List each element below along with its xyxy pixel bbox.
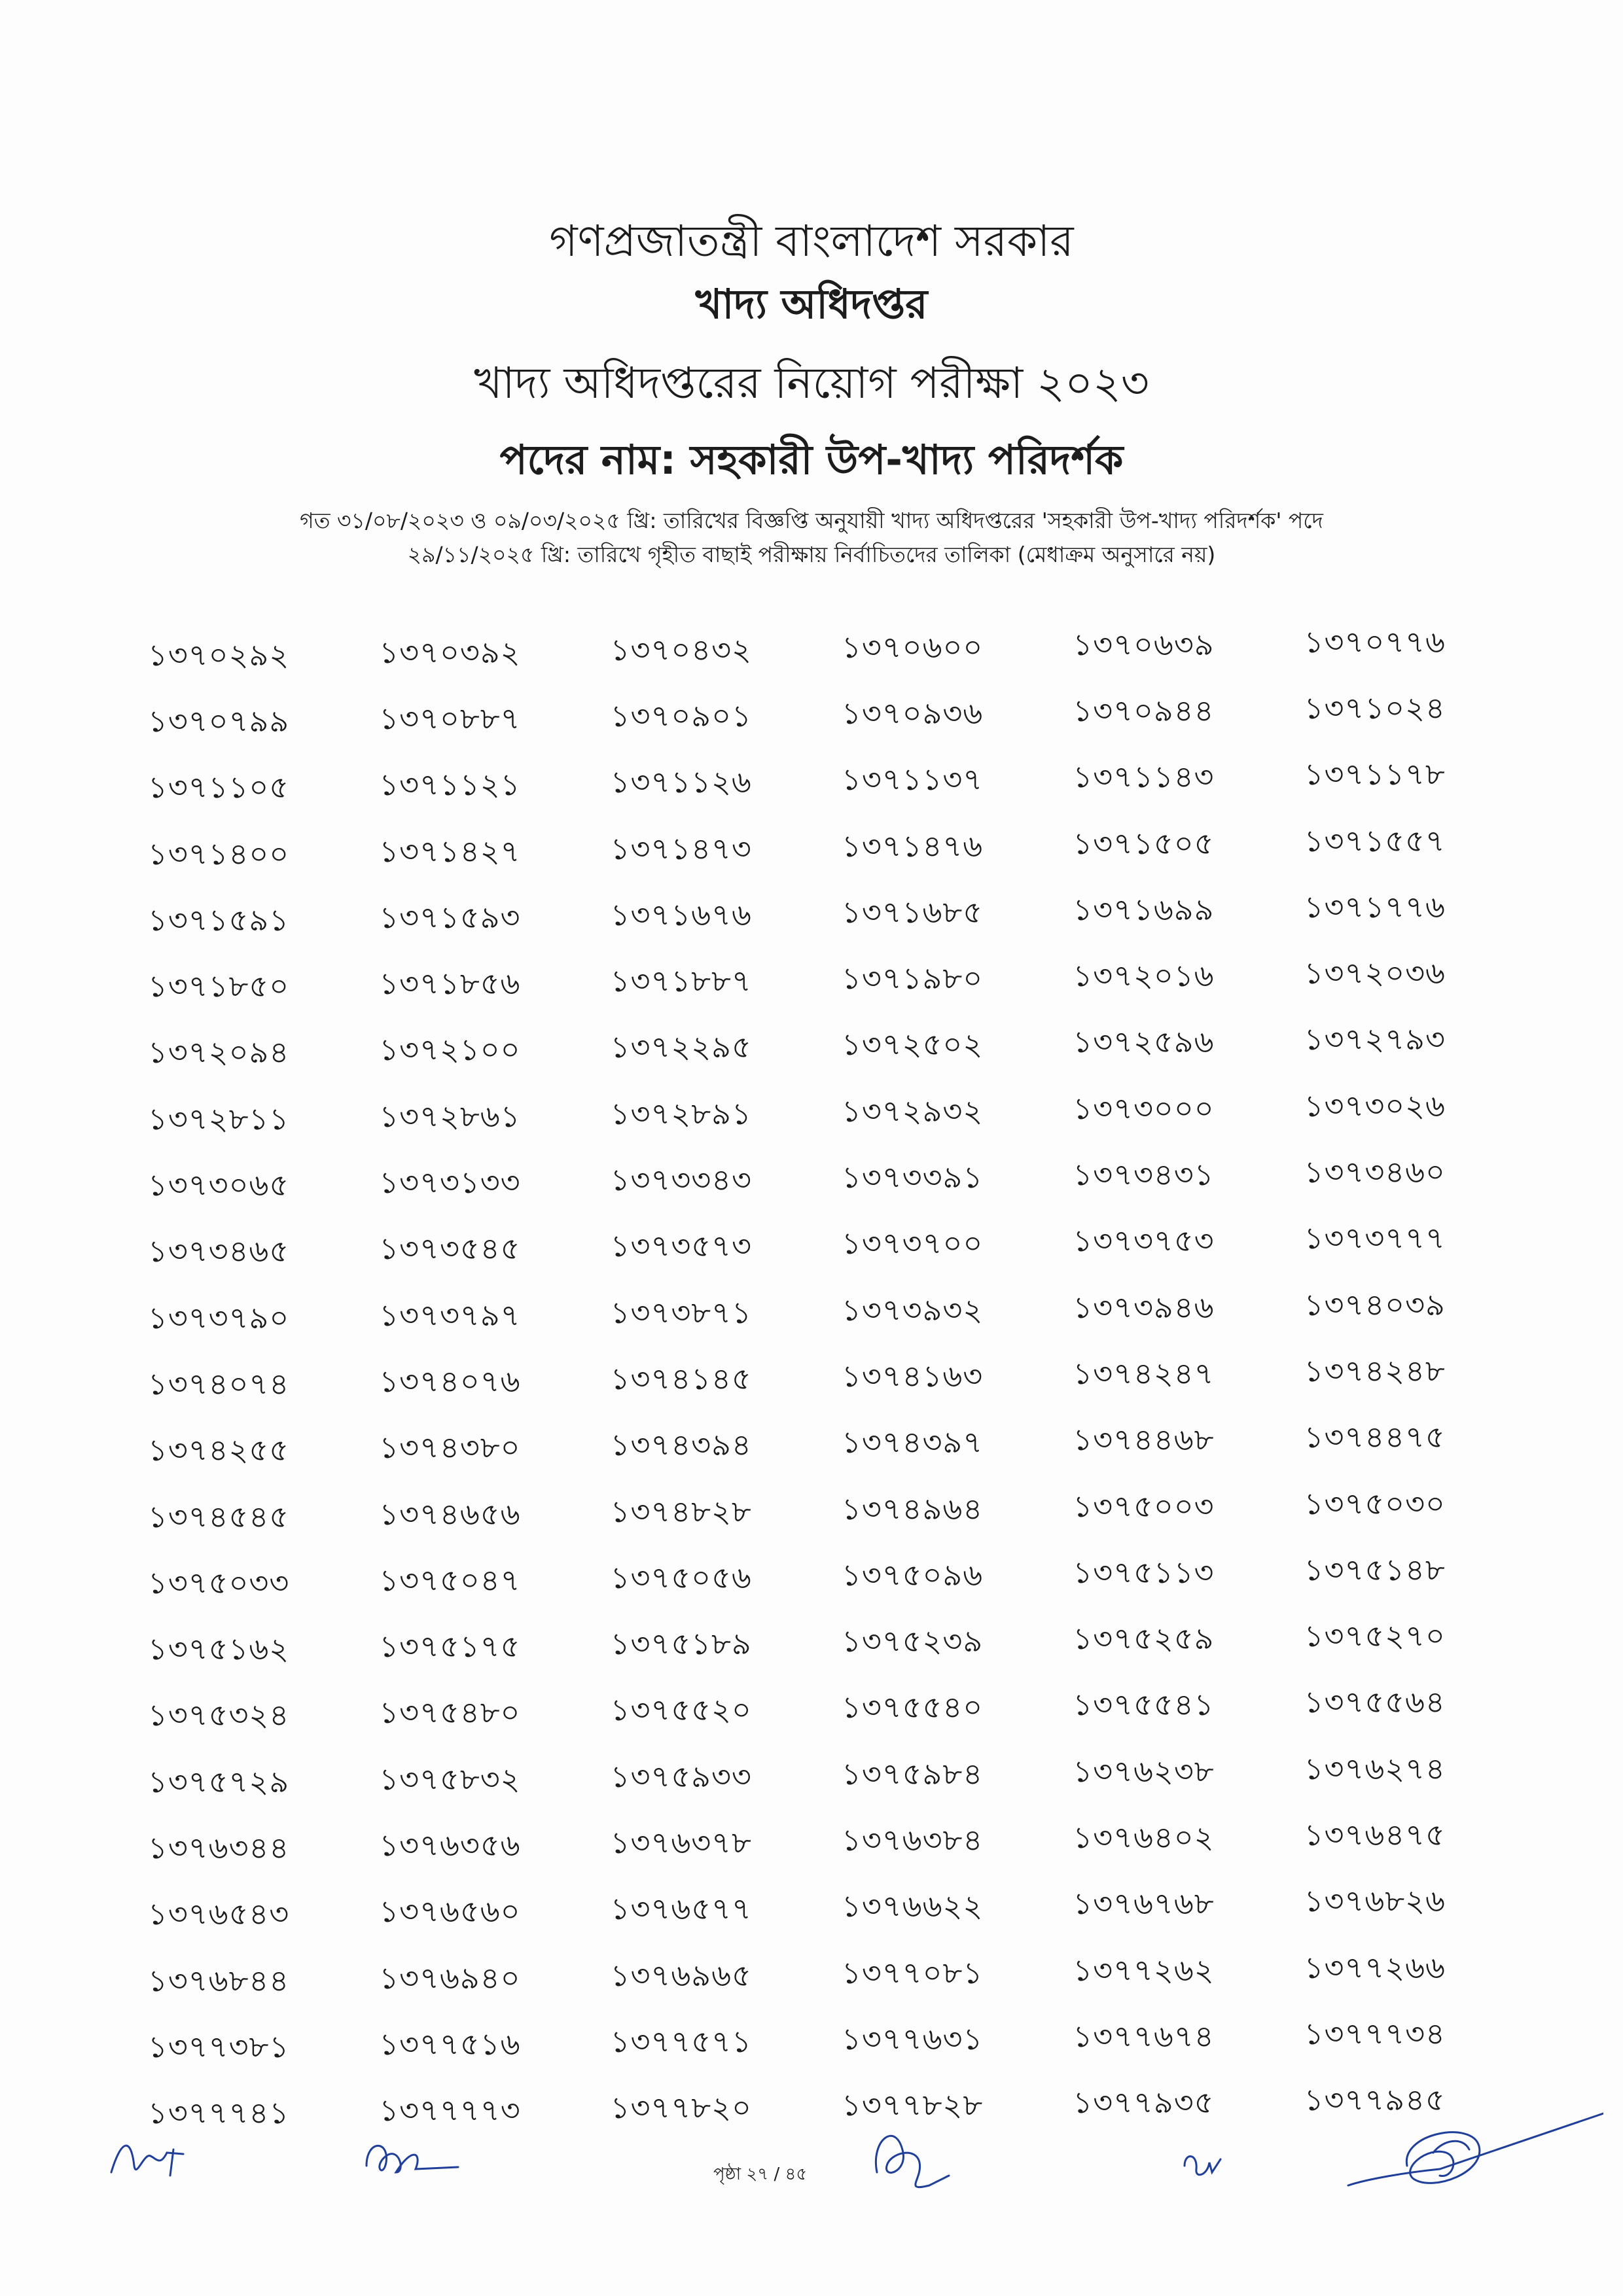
roll-row [124,1082,1512,1148]
roll-number: ১৩৭৬৬২২ [842,1888,984,1924]
roll-row [124,949,1512,1015]
roll-number: ১৩৭৫৪৮০ [379,1695,521,1731]
post-title: পদের নাম: সহকারী উপ-খাদ্য পরিদর্শক [499,436,1124,484]
roll-number: ১৩৭৬৯৬৫ [610,1957,752,1993]
roll-number: ১৩৭১১২৬ [610,764,752,800]
roll-number: ১৩৭৫৮৩২ [379,1761,521,1797]
roll-number: ১৩৭৬৮২৬ [1304,1883,1446,1919]
signature-2 [360,2127,465,2192]
roll-number: ১৩৭৩৭৯০ [148,1299,290,1335]
roll-number: ১৩৭১৮৮৭ [610,963,752,999]
roll-number: ১৩৭০৪৩২ [610,631,752,667]
roll-number: ১৩৭৩১৩৩ [379,1165,521,1201]
roll-row [124,1214,1512,1280]
roll-number: ১৩৭০৯৪৪ [1073,692,1215,728]
roll-number: ১৩৭৩৫৪৫ [379,1231,521,1267]
roll-row [124,1678,1512,1744]
roll-number: ১৩৭০৩৯২ [379,634,521,670]
roll-number: ১৩৭৫০৩৩ [148,1564,290,1600]
roll-number: ১৩৭২০১৬ [1073,958,1215,994]
roll-number: ১৩৭৫১৪৮ [1304,1551,1446,1587]
roll-number: ১৩৭৫১৮৯ [610,1626,752,1662]
roll-number: ১৩৭৪০৭৪ [148,1366,290,1402]
roll-number: ১৩৭৫০৫৬ [610,1559,752,1595]
roll-number: ১৩৭০৯৩৬ [842,695,984,731]
roll-number: ১৩৭১৪৭৩ [610,830,752,866]
roll-number: ১৩৭৪৫৪৫ [148,1498,290,1534]
roll-number: ১৩৭১৭৭৬ [1304,889,1446,925]
roll-number: ১৩৭৬৩৫৬ [379,1827,521,1863]
roll-row [124,1810,1512,1877]
roll-number: ১৩৭৩৪৬০ [1304,1154,1446,1190]
roll-number: ১৩৭০৬৩৯ [1073,626,1215,662]
roll-number: ১৩৭১৬৭৬ [610,896,752,932]
roll-number: ১৩৭৪৩৮০ [379,1430,521,1466]
signature-4 [1178,2140,1230,2185]
roll-number: ১৩৭২৮১১ [148,1101,290,1137]
roll-row [124,1347,1512,1413]
roll-number: ১৩৭৪২৫৫ [148,1432,290,1468]
roll-number: ১৩৭১৪২৭ [379,833,521,869]
roll-row [124,1148,1512,1214]
roll-number: ১৩৭০৭৯৯ [148,703,290,739]
roll-number: ১৩৭৬৫৪৩ [148,1896,290,1932]
page-number: পৃষ্ঠা ২৭ / ৪৫ [713,2164,808,2184]
roll-number: ১৩৭১৫০৫ [1073,825,1215,861]
roll-row [124,684,1512,750]
roll-number: ১৩৭৪৪৬৮ [1073,1422,1215,1458]
roll-number: ১৩৭২১০০ [379,1032,521,1068]
roll-number: ১৩৭৪১৪৫ [610,1360,752,1396]
roll-number: ১৩৭১৫৯১ [148,902,290,938]
roll-number: ১৩৭৫৯৮৪ [842,1756,984,1792]
roll-number: ১৩৭১৬৮৫ [842,894,984,930]
roll-number: ১৩৭১৪৭৬ [842,828,984,864]
roll-number: ১৩৭৩৩৪৩ [610,1162,752,1198]
roll-number: ১৩৭৭৭৭৩ [379,2093,521,2128]
roll-number: ১৩৭১১৪৩ [1073,759,1215,795]
roll-number: ১৩৭৫০০৩ [1073,1488,1215,1524]
exam-title: খাদ্য অধিদপ্তরের নিয়োগ পরীক্ষা ২০২৩ [474,358,1149,408]
roll-number: ১৩৭৬৫৬০ [379,1894,521,1930]
roll-number: ১৩৭৭৫১৬ [379,2026,521,2062]
roll-number: ১৩৭৭৬৩১ [842,2021,984,2057]
roll-number: ১৩৭৪০৭৬ [379,1363,521,1399]
roll-number: ১৩৭২৮৯১ [610,1095,752,1131]
roll-number: ১৩৭২৯৩২ [842,1093,984,1129]
roll-number: ১৩৭৪২৪৭ [1073,1355,1215,1391]
roll-number: ১৩৭১১০৫ [148,769,290,805]
roll-number: ১৩৭৬৪৭৫ [1304,1816,1446,1852]
roll-row [124,1744,1512,1810]
roll-number: ১৩৭৭২৬২ [1073,1952,1215,1988]
roll-number: ১৩৭৩৯৪৬ [1073,1289,1215,1325]
roll-row [124,751,1512,817]
roll-number: ১৩৭১৮৫০ [148,968,290,1004]
roll-number: ১৩৭৪০৩৯ [1304,1286,1446,1322]
roll-number: ১৩৭৫৫৪০ [842,1689,984,1725]
roll-number: ১৩৭৭২৬৬ [1304,1949,1446,1985]
roll-number: ১৩৭৩৭৯৭ [379,1297,521,1333]
roll-number: ১৩৭৩৫৭৩ [610,1228,752,1264]
roll-number: ১৩৭৭৭৪১ [148,2095,290,2131]
roll-number: ১৩৭৩৪৬৫ [148,1233,290,1269]
roll-row [124,1943,1512,2009]
roll-number: ১৩৭৬৩৭৮ [610,1824,752,1860]
roll-number: ১৩৭১১৩৭ [842,762,984,798]
roll-number: ১৩৭১১৭৮ [1304,756,1446,792]
roll-number: ১৩৭৫৩২৪ [148,1697,290,1733]
roll-number: ১৩৭৭০৮১ [842,1954,984,1990]
roll-row [124,2009,1512,2075]
roll-row [124,1280,1512,1347]
roll-number: ১৩৭৫৭২৯ [148,1763,290,1799]
roll-number: ১৩৭৫১৭৫ [379,1629,521,1665]
roll-number: ১৩৭৬৯৪০ [379,1960,521,1996]
roll-row [124,1877,1512,1943]
roll-number: ১৩৭৩৭৫৩ [1073,1223,1215,1259]
roll-number: ১৩৭২৫০২ [842,1027,984,1063]
roll-number-table [124,618,1512,2142]
roll-number: ১৩৭৭৯৩৫ [1073,2085,1215,2121]
roll-number: ১৩৭২২৯৫ [610,1029,752,1065]
selection-notice [0,504,1623,572]
roll-number: ১৩৭৩০৬৫ [148,1167,290,1203]
roll-number: ১৩৭৩৯৩২ [842,1292,984,1328]
roll-number: ১৩৭৭৯৪৫ [1304,2082,1446,2118]
signature-5 [1329,2107,1603,2212]
roll-number: ১৩৭২০৯৪ [148,1034,290,1070]
roll-number: ১৩৭৩০২৬ [1304,1087,1446,1123]
roll-number: ১৩৭৫০৩০ [1304,1485,1446,1521]
roll-number: ১৩৭৫৫৪১ [1073,1687,1215,1723]
roll-row [124,1612,1512,1678]
roll-number: ১৩৭৭৫৭১ [610,2023,752,2059]
roll-number: ১৩৭০৭৭৬ [1304,624,1446,660]
roll-number: ১৩৭৪৮২৮ [610,1493,752,1529]
roll-row [124,618,1512,684]
roll-number: ১৩৭৪২৪৮ [1304,1352,1446,1388]
roll-number: ১৩৭০৯০১ [610,698,752,733]
roll-number: ১৩৭৭৮২৮ [842,2087,984,2123]
roll-number: ১৩৭৬৩৮৪ [842,1822,984,1858]
roll-number: ১৩৭৩৭৭৭ [1304,1220,1446,1256]
roll-number: ১৩৭৫১৬২ [148,1631,290,1667]
roll-row [124,1479,1512,1545]
roll-number: ১৩৭১১২১ [379,767,521,803]
roll-number: ১৩৭৩৪৩১ [1073,1157,1215,1193]
roll-number: ১৩৭১৪০০ [148,836,290,872]
notice-line-2: ২৯/১১/২০২৫ খ্রি: তারিখে গৃহীত বাছাই পরীক্ষায় নির্বাচিতদের তালিকা (মেধাক্রম অনুসারে নয়) [407,542,1216,567]
roll-number: ১৩৭৬৮৪৪ [148,1962,290,1998]
roll-number: ১৩৭৬২৭৪ [1304,1750,1446,1786]
government-title: গণপ্রজাতন্ত্রী বাংলাদেশ সরকার [549,216,1074,266]
signature-1 [105,2127,196,2192]
roll-number: ১৩৭৫০৪৭ [379,1562,521,1598]
roll-number: ১৩৭৫৫৬৪ [1304,1684,1446,1720]
roll-number: ১৩৭৭৭৩৪ [1304,2015,1446,2051]
roll-row [124,1545,1512,1612]
roll-number: ১৩৭২০৩৬ [1304,955,1446,991]
roll-row [124,817,1512,883]
roll-number: ১৩৭৫২৩৯ [842,1623,984,1659]
roll-number: ১৩৭২৮৬১ [379,1098,521,1134]
roll-number: ১৩৭২৭৯৩ [1304,1021,1446,1057]
roll-number: ১৩৭৫৫২০ [610,1692,752,1728]
roll-number: ১৩৭৬৪০২ [1073,1819,1215,1855]
roll-number: ১৩৭৬৫৭৭ [610,1891,752,1927]
roll-number: ১৩৭৩০০০ [1073,1090,1215,1126]
roll-number: ১৩৭৬৭৬৮ [1073,1886,1215,1922]
notice-line-1: গত ৩১/০৮/২০২৩ ও ০৯/০৩/২০২৫ খ্রি: তারিখের বিজ্ঞপ্তি অনুযায়ী খাদ্য অধিদপ্তরের 'সহকারী উপ-খাদ্য পরিদর্শক' পদে [300,508,1323,533]
roll-number: ১৩৭৪৬৫৬ [379,1496,521,1532]
roll-number: ১৩৭৩৭০০ [842,1226,984,1262]
roll-row [124,883,1512,949]
roll-number: ১৩৭৩৮৭১ [610,1294,752,1330]
roll-number: ১৩৭৬৩৪৪ [148,1829,290,1865]
roll-number: ১৩৭৫২৭০ [1304,1618,1446,1654]
roll-number: ১৩৭১৯৮০ [842,961,984,997]
roll-number: ১৩৭৩৩৯১ [842,1159,984,1195]
roll-number: ১৩৭১৬৯৯ [1073,891,1215,927]
roll-row [124,1016,1512,1082]
roll-number: ১৩৭৪৯৬৪ [842,1491,984,1527]
roll-row [124,1413,1512,1479]
roll-number: ১৩৭৬২৩৮ [1073,1753,1215,1789]
roll-number: ১৩৭৫২৫৯ [1073,1621,1215,1657]
roll-number: ১৩৭৪৩৯৭ [842,1424,984,1460]
roll-number: ১৩৭১০২৪ [1304,690,1446,726]
roll-number: ১৩৭৪৩৯৪ [610,1427,752,1463]
page-footer [0,2107,1623,2212]
roll-number: ১৩৭৭৮২০ [610,2090,752,2126]
roll-number: ১৩৭২৫৯৬ [1073,1024,1215,1060]
roll-number: ১৩৭১৫৫৭ [1304,822,1446,858]
roll-number: ১৩৭১৫৯৩ [379,899,521,935]
roll-number: ১৩৭৫১১৩ [1073,1554,1215,1590]
roll-number: ১৩৭১৮৫৬ [379,966,521,1002]
roll-number: ১৩৭৭৩৮১ [148,2028,290,2064]
roll-number: ১৩৭৫৯৩৩ [610,1758,752,1794]
roll-number: ১৩৭৪৪৭৫ [1304,1419,1446,1455]
signature-3 [857,2113,962,2205]
roll-number: ১৩৭৫০৯৬ [842,1557,984,1593]
roll-number: ১৩৭০৬০০ [842,629,984,665]
roll-number: ১৩৭৭৬৭৪ [1073,2018,1215,2054]
roll-number: ১৩৭০২৯২ [148,637,290,673]
roll-number: ১৩৭০৮৮৭ [379,700,521,736]
roll-number: ১৩৭৪১৬৩ [842,1358,984,1394]
department-title: খাদ্য অধিদপ্তর [695,280,928,328]
